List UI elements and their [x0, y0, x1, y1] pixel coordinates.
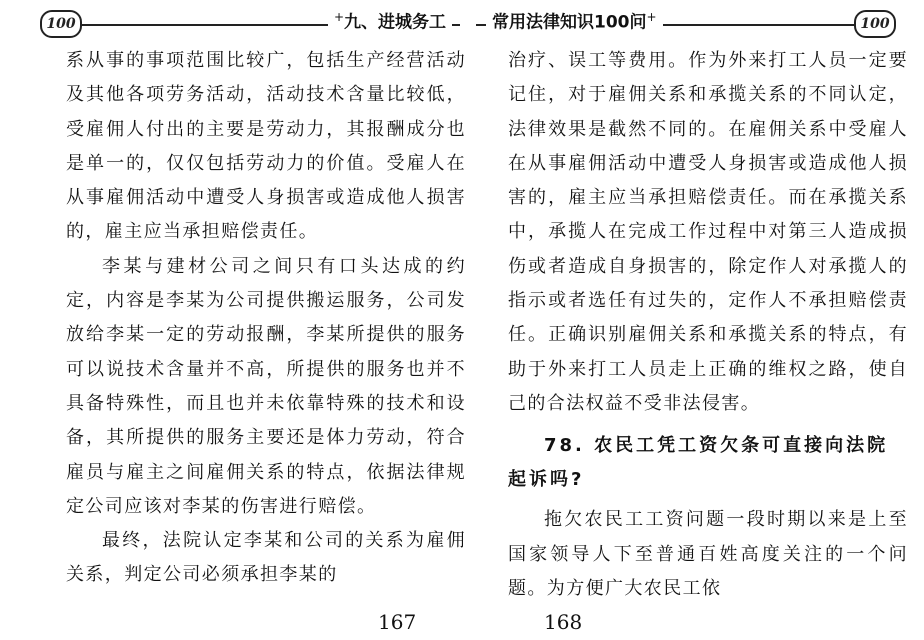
right-body-text [508, 44, 908, 606]
section-heading: 78. 农民工凭工资欠条可直接向法院起诉吗? [508, 435, 889, 491]
right-running-header [476, 6, 896, 32]
chapter-title: +九、进城务工 [328, 6, 452, 34]
page-number: 168 [544, 610, 583, 634]
book-title: 常用法律知识100问+ [486, 6, 663, 34]
series-badge: 100 [854, 10, 896, 38]
left-running-header [40, 6, 460, 32]
paragraph: 李某与建材公司之间只有口头达成的约定，内容是李某为公司提供搬运服务，公司发放给李某一定的劳动报酬，李某所提供的服务可以说技术含量并不高，所提供的服务也并不具备特殊性，而且也并未依靠特殊的技术和设备，其所提供的服务主要还是体力劳动，符合雇员与雇主之间雇佣关系的特点，依据法律规定公司应该对李某的伤害进行赔偿。 [66, 255, 466, 517]
left-body-text [66, 44, 466, 593]
paragraph: 治疗、误工等费用。作为外来打工人员一定要记住，对于雇佣关系和承揽关系的不同认定，法律效果是截然不同的。在雇佣关系中受雇人在从事雇佣活动中遭受人身损害或造成他人损害的，雇主应当承担赔偿责任。而在承揽关系中，承揽人在完成工作过程中对第三人造成损伤或者造成自身损害的，除定作人对承揽人的指示或者选任有过失的，定作人不承担赔偿责任。正确识别雇佣关系和承揽关系的特点，有助于外来打工人员走上正确的维权之路，使自己的合法权益不受非法侵害。 [508, 50, 908, 414]
plus-ornament-icon: + [646, 10, 657, 24]
page-number: 167 [378, 610, 417, 634]
paragraph: 系从事的事项范围比较广，包括生产经营活动及其他各项劳务活动，活动技术含量比较低，受雇佣人付出的主要是劳动力，其报酬成分也是单一的，仅仅包括劳动力的价值。受雇人在从事雇佣活动中遭受人身损害或造成他人损害的，雇主应当承担赔偿责任。 [66, 50, 466, 243]
paragraph: 拖欠农民工工资问题一段时期以来是上至国家领导人下至普通百姓高度关注的一个问题。为方便广大农民工依 [508, 509, 908, 599]
series-badge: 100 [40, 10, 82, 38]
plus-ornament-icon: + [333, 10, 344, 24]
paragraph: 最终，法院认定李某和公司的关系为雇佣关系，判定公司必须承担李某的 [66, 530, 466, 586]
right-page [462, 0, 924, 640]
